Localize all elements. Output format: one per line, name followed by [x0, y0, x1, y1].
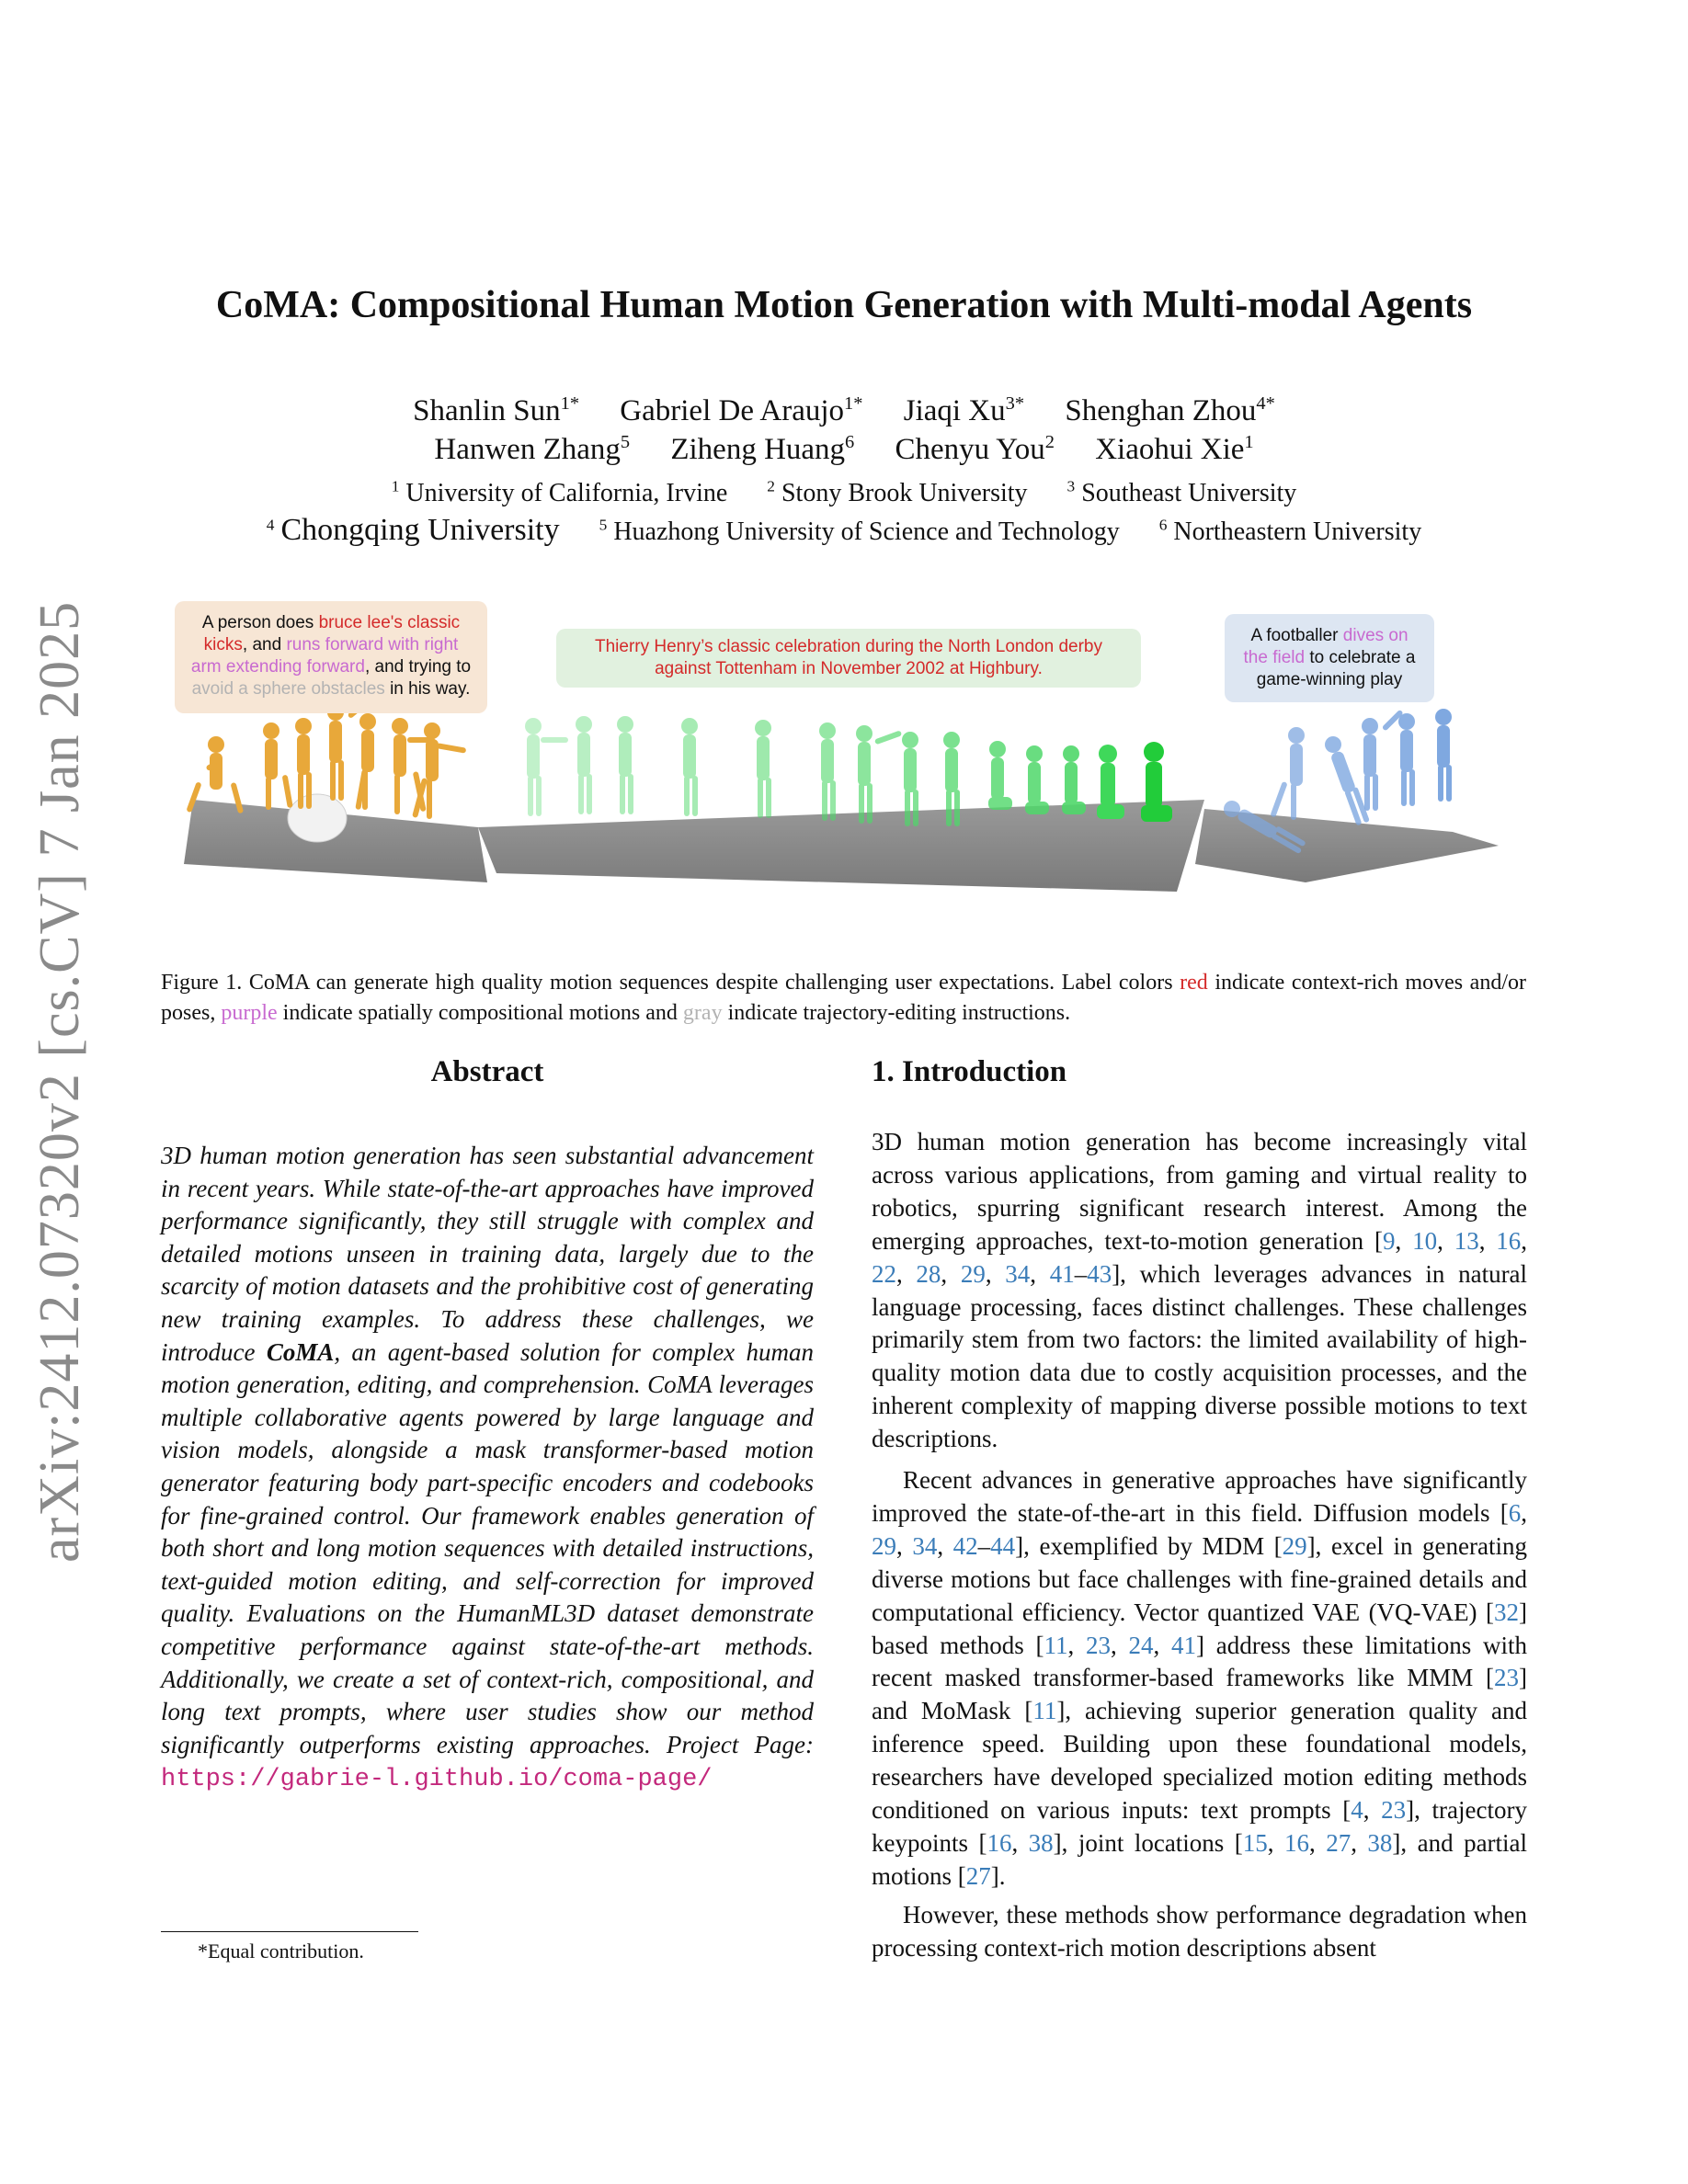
citation[interactable]: 29 [872, 1531, 896, 1560]
affiliations-line-1 [0, 478, 1688, 508]
author: Shenghan Zhou$^{4*}$ [1065, 393, 1275, 427]
sphere-obstacle [288, 794, 347, 842]
citation[interactable]: 27 [1326, 1828, 1352, 1857]
intro-paragraph-1: 3D human motion generation has become increasingly vital across various applications, from gaming and virtual reality to robotics, spurring significant research interest. Among the emerging approaches, text-to-motion generation [9, 10, 13, 16, 22, 28, 29, 34, 41–43], which leverages advances in natural language processing, faces distinct challenges. These challenges primarily stem from two factors: the limited availability of high-quality motion data due to costly acquisition processes, and the inherent complexity of mapping diverse possible motions to text descriptions. [872, 1128, 1528, 1453]
figure-caption: Figure 1. CoMA can generate high quality motion sequences despite challenging user expectations. Label colors red indicate context-rich moves and/or poses, purple indicate spatially compositional motions and gray indicate trajectory-editing instructions. [161, 971, 1526, 1025]
paper-title: CoMA: Compositional Human Motion Generation with Multi-modal Agents [215, 284, 1473, 326]
abstract-body: 3D human motion generation has seen substantial advancement in recent years. While state-of-the-art approaches have improved performance significantly, they still struggle with complex and detailed motions unseen in training data, largely due to the scarcity of motion datasets and the prohibitive cost of generating new training examples. To address these challenges, we introduce CoMA, an agent-based solution for complex human motion generation, editing, and comprehension. CoMA leverages multiple collaborative agents powered by large language and vision models, alongside a mask transformer-based motion generator featuring body part-specific encoders and codebooks for fine-grained control. Our framework enables generation of both short and long motion sequences with detailed instructions, text-guided motion editing, and self-correction for improved quality. Evaluations on the HumanML3D dataset demonstrate competitive performance against state-of-the-art methods. Additionally, we create a set of context-rich, compositional, and long text prompts, where user studies show our method significantly outperforms existing approaches. Project Page: https://gabrie-l.github.io/coma-page/ [161, 1142, 814, 1794]
author: Chenyu You$^2$ [895, 432, 1055, 466]
citation[interactable]: 38 [1367, 1828, 1393, 1857]
citation[interactable]: 23 [1381, 1796, 1407, 1825]
author: Ziheng Huang$^6$ [670, 432, 855, 466]
author: Jiaqi $Xu^{3*}$ [903, 393, 1025, 427]
project-page-link[interactable]: https://gabrie-l.github.io/coma-page/ [161, 1766, 713, 1794]
author: Hanwen Zhang$^5$ [434, 432, 631, 466]
citation[interactable]: 38 [1028, 1828, 1054, 1857]
citation[interactable]: 44 [990, 1531, 1016, 1560]
affiliation: $^1$ University of California, Irvine [391, 478, 728, 508]
center-platform [478, 800, 1204, 892]
prompt-center: Thierry Henry’s classic celebration during the North London derby against Tottenham in November 2002 at Highbury. [556, 629, 1141, 688]
author: Shanlin Sun$^{1*}$ [413, 393, 580, 427]
citation[interactable]: 42 [952, 1531, 978, 1560]
citation[interactable]: 34 [912, 1531, 938, 1560]
prompt-right: A footballer dives on the field to celebrate a game-winning play [1225, 614, 1434, 702]
citation[interactable]: 22 [872, 1259, 896, 1288]
intro-paragraph-3: However, these methods show performance degradation when processing context-rich motion descriptions absent [872, 1901, 1527, 1962]
citation[interactable]: 16 [1496, 1226, 1522, 1255]
arxiv-stamp: arXiv:2412.07320v2 [cs.CV] 7 Jan 2025 [29, 600, 91, 1563]
citation[interactable]: 16 [1283, 1828, 1309, 1857]
citation[interactable]: 27 [965, 1861, 991, 1890]
citation[interactable]: 4 [1351, 1796, 1363, 1825]
affiliation: $^3$ Southeast University [1066, 478, 1297, 508]
footnote-divider [161, 1931, 418, 1932]
affiliation: $^2$ Stony Brook University [767, 478, 1028, 508]
citation[interactable]: 15 [1242, 1828, 1268, 1857]
citation[interactable]: 13 [1454, 1226, 1479, 1255]
citation[interactable]: 41 [1049, 1259, 1075, 1288]
citation[interactable]: 24 [1128, 1631, 1154, 1659]
citation[interactable]: 29 [960, 1259, 986, 1288]
affiliation: $^5$ Huazhong University of Science and Technology [599, 516, 1120, 546]
affiliations-line-2 [0, 513, 1688, 548]
citation[interactable]: 16 [987, 1828, 1012, 1857]
affiliation: $^6$ Northeastern University [1158, 516, 1422, 546]
footnote: *Equal contribution. [198, 1939, 364, 1962]
authors-line-1 [0, 393, 1688, 428]
citation[interactable]: 10 [1412, 1226, 1438, 1255]
prompt-left: A person does bruce lee's classic kicks, and runs forward with right arm extending forward, and trying to avoid a sphere obstacles in his way. [175, 601, 487, 713]
introduction-heading: 1. Introduction [872, 1055, 1067, 1088]
citation[interactable]: 41 [1171, 1631, 1197, 1659]
author: Gabriel De Araujo$^{1*}$ [620, 393, 863, 427]
green-motion-figures [525, 716, 1172, 826]
citation[interactable]: 6 [1508, 1498, 1522, 1527]
citation[interactable]: 34 [1005, 1259, 1031, 1288]
citation[interactable]: 23 [1086, 1631, 1111, 1659]
affiliation: $^4$ Chongqing University [266, 513, 560, 547]
figure-1 [165, 588, 1526, 919]
citation[interactable]: 29 [1282, 1531, 1307, 1560]
citation[interactable]: 9 [1382, 1226, 1396, 1255]
authors-line-2 [0, 432, 1688, 467]
citation[interactable]: 43 [1087, 1259, 1112, 1288]
citation[interactable]: 28 [916, 1259, 941, 1288]
citation[interactable]: 11 [1044, 1631, 1068, 1659]
intro-paragraph-2: Recent advances in generative approaches have significantly improved the state-of-the-art in this field. Diffusion models [6, 29, 34, 42–44], exemplified by MDM [29], excel in generating diverse motions but face challenges with fine-grained details and computational efficiency. Vector quantized VAE (VQ-VAE) [32] based methods [11, 23, 24, 41] address these limitations with recent masked transformer-based frameworks like MMM [23] and MoMask [11], achieving superior generation quality and inference speed. Building upon these foundational models, researchers have developed specialized motion editing methods conditioned on various inputs: text prompts [4, 23], trajectory keypoints [16, 38], joint locations [15, 16, 27, 38], and partial motions [27]. [872, 1466, 1528, 1890]
author: Xiaohui Xie$^1$ [1095, 432, 1254, 466]
citation[interactable]: 23 [1494, 1664, 1519, 1692]
citation[interactable]: 11 [1032, 1697, 1057, 1725]
abstract-heading: Abstract [430, 1055, 544, 1088]
citation[interactable]: 32 [1494, 1598, 1519, 1626]
